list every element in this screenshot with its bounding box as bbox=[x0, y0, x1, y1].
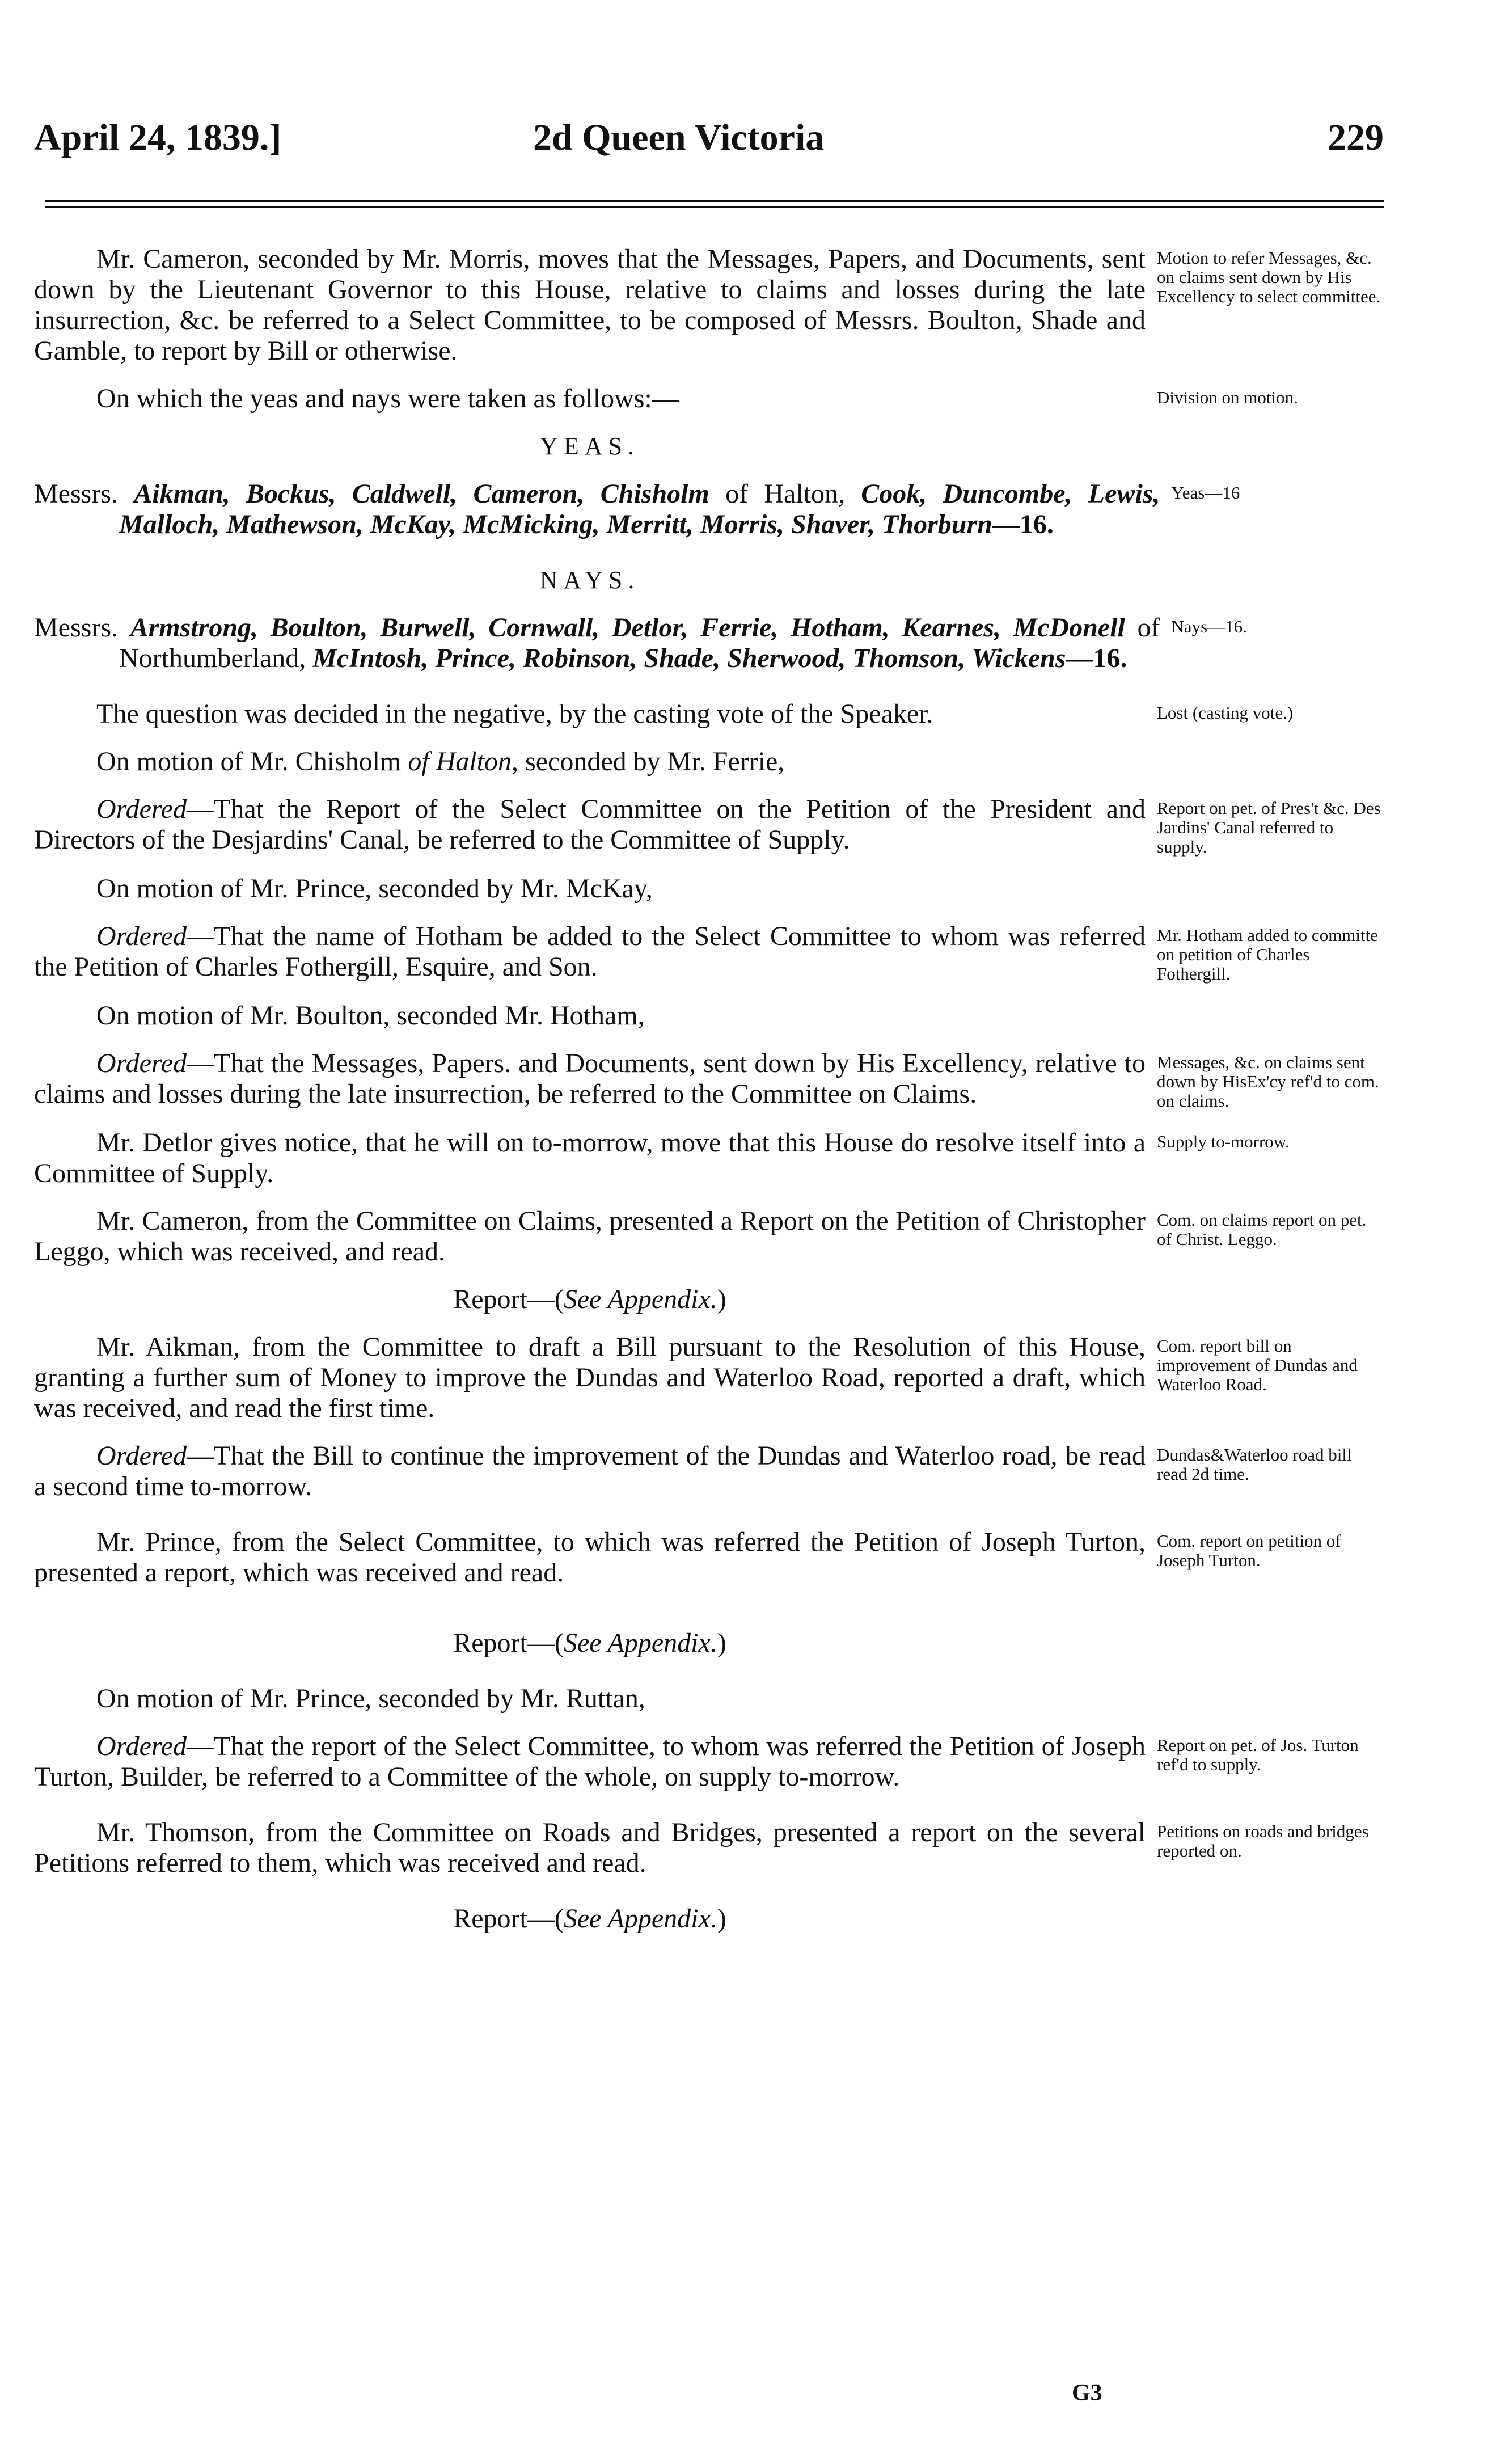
paragraph-text: On motion of Mr. Chisholm bbox=[96, 746, 402, 777]
header-title: 2d Queen Victoria bbox=[533, 117, 825, 158]
entry-division bbox=[34, 383, 1384, 414]
margin-note: Nays—16. bbox=[1171, 617, 1247, 636]
appendix-ref: See Appendix. bbox=[563, 1904, 717, 1934]
paragraph: On motion of Mr. Prince, seconded by Mr. McKay, bbox=[96, 874, 653, 904]
header-rule-thick bbox=[45, 200, 1384, 202]
page-number: 229 bbox=[1328, 117, 1384, 158]
paragraph bbox=[34, 1731, 1146, 1792]
ordered-label: Ordered bbox=[96, 1731, 187, 1761]
margin-note: Division on motion. bbox=[1157, 387, 1298, 407]
entry-motion-prince bbox=[34, 874, 1384, 904]
paragraph-text: —That the report of the Select Committee, to whom was referred the Petition of Joseph Turton, Builder, be referred to a Committee of the whole, on supply to-morrow. bbox=[34, 1731, 1146, 1792]
entry-motion-chisholm bbox=[34, 746, 1384, 777]
nays-list-row bbox=[34, 613, 1384, 674]
paragraph: On which the yeas and nays were taken as follows:— bbox=[96, 383, 679, 414]
paragraph-italic: of Halton, bbox=[408, 746, 519, 777]
margin-note: Dundas&Waterloo road bill read 2d time. bbox=[1157, 1445, 1352, 1484]
yeas-heading-row bbox=[34, 431, 1384, 462]
nays-prefix: Messrs. bbox=[34, 613, 119, 643]
report-close: ) bbox=[717, 1284, 726, 1314]
margin-note: Com. report on petition of Joseph Turton. bbox=[1157, 1531, 1341, 1570]
paragraph-text: seconded by Mr. Ferrie, bbox=[525, 746, 785, 777]
margin-note: Messages, &c. on claims sent down by HisEx'cy ref'd to com. on claims. bbox=[1157, 1052, 1379, 1111]
paragraph: The question was decided in the negative, by the casting vote of the Speaker. bbox=[96, 699, 933, 729]
yeas-list bbox=[34, 479, 1160, 540]
running-header bbox=[34, 116, 1384, 179]
entry-turton-report bbox=[34, 1527, 1384, 1588]
paragraph bbox=[34, 746, 1146, 777]
margin-note: Report on pet. of Pres't &c. Des Jardins' Canal referred to supply. bbox=[1157, 798, 1381, 857]
nays-of: of Northumberland, bbox=[119, 613, 1160, 673]
yeas-names: Aikman, Bockus, Caldwell, Cameron, Chisholm bbox=[134, 479, 709, 509]
nays-heading: NAYS. bbox=[539, 566, 640, 594]
report-label: Report—( bbox=[453, 1904, 564, 1934]
margin-note: Motion to refer Messages, &c. on claims sent down by His Excellency to select committee. bbox=[1157, 248, 1381, 306]
paragraph-text: —That the Bill to continue the improvement of the Dundas and Waterloo road, be read a second time to-morrow. bbox=[34, 1441, 1146, 1501]
paragraph-text: —That the Report of the Select Committee on the Petition of the President and Directors of the Desjardins' Canal, be referred to the Committee of Supply. bbox=[34, 794, 1146, 855]
margin-note: Report on pet. of Jos. Turton ref'd to supply. bbox=[1157, 1735, 1359, 1774]
paragraph: Mr. Detlor gives notice, that he will on to-morrow, move that this House do resolve itself into a Committee of Supply. bbox=[34, 1128, 1146, 1188]
entry-ordered-claims bbox=[34, 1048, 1384, 1111]
margin-note: Com. report bill on improvement of Dundas and Waterloo Road. bbox=[1157, 1336, 1358, 1394]
yeas-count: —16. bbox=[992, 509, 1054, 539]
yeas-prefix: Messrs. bbox=[34, 479, 119, 509]
report-label: Report—( bbox=[453, 1628, 564, 1658]
yeas-list-row bbox=[34, 479, 1384, 540]
signature-mark: G3 bbox=[1072, 2380, 1102, 2406]
entry-casting-vote bbox=[34, 699, 1384, 729]
paragraph bbox=[34, 1048, 1146, 1109]
margin-note: Petitions on roads and bridges reported on. bbox=[1157, 1821, 1369, 1860]
ordered-label: Ordered bbox=[96, 1048, 187, 1078]
journal-body bbox=[34, 244, 1384, 1934]
yeas-names-continued: Cook, Duncombe, Lewis, Malloch, Mathewson, McKay, McMicking, Merritt, Morris, Shaver, Thorburn bbox=[119, 479, 1160, 539]
entry-ordered-turton bbox=[34, 1731, 1384, 1792]
margin-note: Com. on claims report on pet. of Christ. Leggo. bbox=[1157, 1210, 1367, 1249]
report-line bbox=[34, 1904, 1146, 1934]
ordered-label: Ordered bbox=[96, 921, 187, 951]
report-appendix-1 bbox=[34, 1284, 1384, 1315]
nays-heading-row bbox=[34, 565, 1384, 596]
entry-detlor-notice bbox=[34, 1128, 1384, 1189]
report-close: ) bbox=[717, 1628, 726, 1658]
entry-motion-cameron bbox=[34, 244, 1384, 366]
paragraph bbox=[34, 921, 1146, 982]
header-rule-thin bbox=[45, 206, 1384, 208]
paragraph: On motion of Mr. Prince, seconded by Mr. Ruttan, bbox=[96, 1684, 645, 1714]
paragraph: Mr. Thomson, from the Committee on Roads and Bridges, presented a report on the several Petitions referred to them, which was received and read. bbox=[34, 1817, 1146, 1878]
paragraph: Mr. Prince, from the Select Committee, to which was referred the Petition of Joseph Turton, presented a report, which was received and read. bbox=[34, 1527, 1146, 1588]
paragraph: Mr. Cameron, from the Committee on Claims, presented a Report on the Petition of Christopher Leggo, which was received, and read. bbox=[34, 1206, 1146, 1267]
entry-ordered-dundas bbox=[34, 1441, 1384, 1502]
yeas-of: of Halton, bbox=[725, 479, 846, 509]
report-appendix-3 bbox=[34, 1904, 1384, 1934]
entry-motion-prince-ruttan bbox=[34, 1684, 1384, 1714]
report-close: ) bbox=[717, 1904, 726, 1934]
margin-note: Mr. Hotham added to committe on petition of Charles Fothergill. bbox=[1157, 925, 1379, 984]
nays-list bbox=[34, 613, 1160, 674]
ordered-label: Ordered bbox=[96, 1441, 187, 1471]
report-line bbox=[34, 1628, 1146, 1659]
report-label: Report—( bbox=[453, 1284, 564, 1314]
margin-note: Supply to-morrow. bbox=[1157, 1132, 1290, 1151]
entry-thomson-roads bbox=[34, 1817, 1384, 1879]
paragraph-text: —That the Messages, Papers. and Documents, sent down by His Excellency, relative to claims and losses during the late insurrection, be referred to the Committee on Claims. bbox=[34, 1048, 1146, 1109]
paragraph: On motion of Mr. Boulton, seconded Mr. Hotham, bbox=[96, 1001, 645, 1031]
paragraph-text: —That the name of Hotham be added to the Select Committee to whom was referred the Petition of Charles Fothergill, Esquire, and Son. bbox=[34, 921, 1146, 982]
margin-note: Yeas—16 bbox=[1171, 483, 1240, 503]
yeas-heading: YEAS. bbox=[540, 432, 640, 460]
paragraph bbox=[34, 1441, 1146, 1502]
report-appendix-2 bbox=[34, 1628, 1384, 1659]
entry-motion-boulton bbox=[34, 1001, 1384, 1031]
report-line bbox=[34, 1284, 1146, 1315]
ordered-label: Ordered bbox=[96, 794, 187, 824]
entry-ordered-desjardins bbox=[34, 794, 1384, 857]
entry-ordered-hotham bbox=[34, 921, 1384, 984]
header-date: April 24, 1839.] bbox=[34, 117, 282, 158]
appendix-ref: See Appendix. bbox=[563, 1628, 717, 1658]
paragraph bbox=[34, 794, 1146, 855]
entry-leggo-report bbox=[34, 1206, 1384, 1267]
nays-count: —16. bbox=[1066, 643, 1127, 673]
nays-names: Armstrong, Boulton, Burwell, Cornwall, Detlor, Ferrie, Hotham, Kearnes, McDonell bbox=[130, 613, 1125, 643]
entry-aikman-draft bbox=[34, 1332, 1384, 1424]
paragraph: Mr. Aikman, from the Committee to draft a Bill pursuant to the Resolution of this House, granting a further sum of Money to improve the Dundas and Waterloo Road, reported a draft, which was received, and read the first time. bbox=[34, 1332, 1146, 1423]
paragraph: Mr. Cameron, seconded by Mr. Morris, moves that the Messages, Papers, and Documents, sent down by the Lieutenant Governor to this House, relative to claims and losses during the late insurrection, &c. be referred to a Select Committee, to be composed of Messrs. Boulton, Shade and Gamble, to report by Bill or otherwise. bbox=[34, 244, 1146, 366]
appendix-ref: See Appendix. bbox=[563, 1284, 717, 1314]
nays-names-continued: McIntosh, Prince, Robinson, Shade, Sherwood, Thomson, Wickens bbox=[312, 643, 1066, 673]
margin-note: Lost (casting vote.) bbox=[1157, 703, 1294, 723]
